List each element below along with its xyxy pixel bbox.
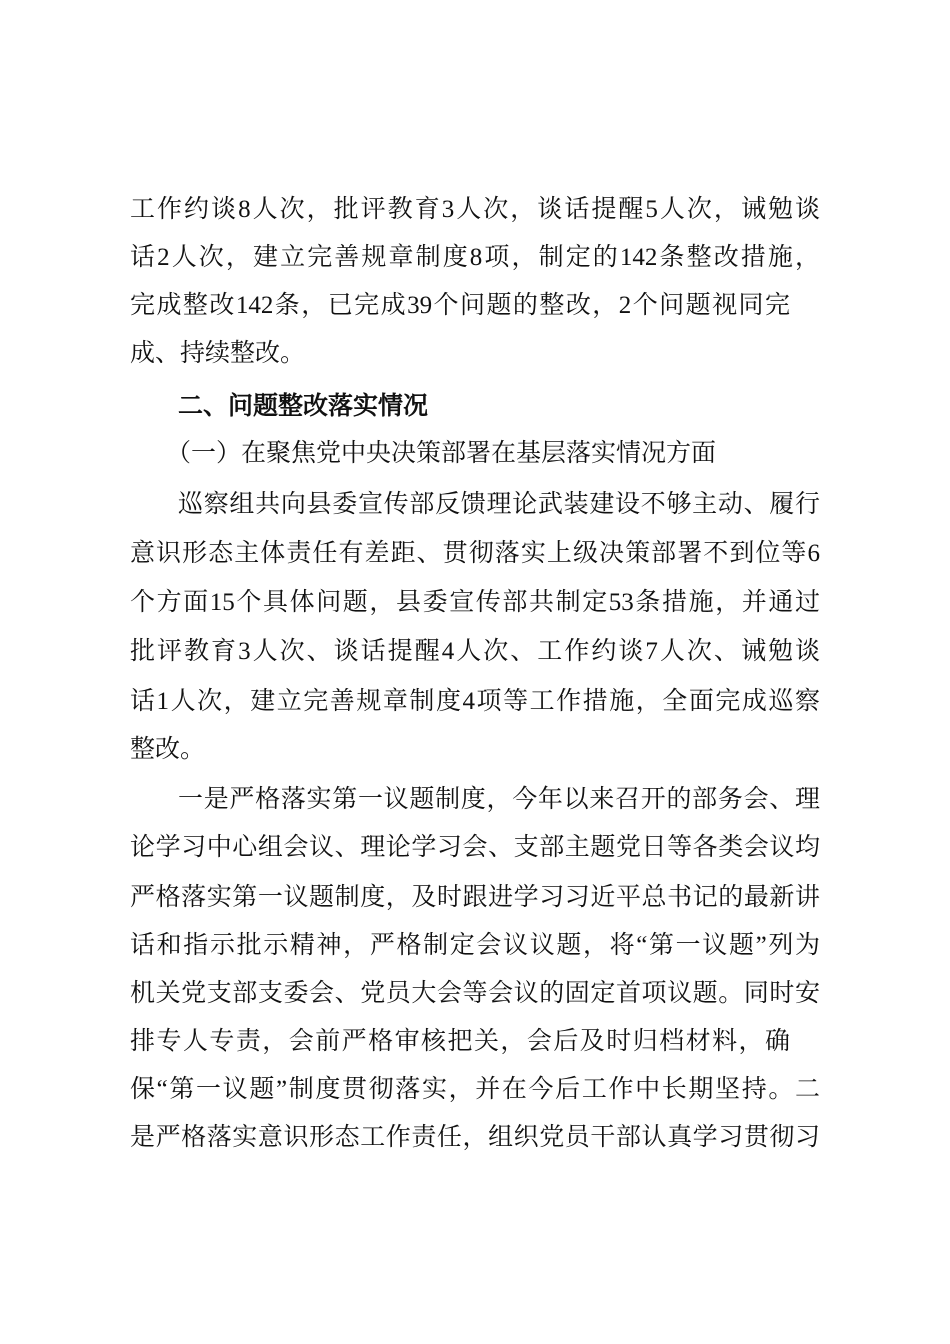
body-text-line: 个方面15个具体问题，县委宣传部共制定53条措施，并通过 <box>130 589 820 616</box>
body-text-line: 排专人专责，会前严格审核把关，会后及时归档材料，确 <box>130 1028 790 1055</box>
body-text-line: 成、持续整改。 <box>130 340 306 367</box>
body-text-line: 批评教育3人次、谈话提醒4人次、工作约谈7人次、诫勉谈 <box>130 638 820 665</box>
section-heading: 二、问题整改落实情况 <box>178 391 429 420</box>
body-text-line: 一是严格落实第一议题制度，今年以来召开的部务会、理 <box>178 786 820 813</box>
body-text-line: 意识形态主体责任有差距、贯彻落实上级决策部署不到位等6 <box>130 540 820 567</box>
body-text-line: 完成整改142条，已完成39个问题的整改，2个问题视同完 <box>130 292 790 319</box>
body-text-line: 话2人次，建立完善规章制度8项，制定的142条整改措施， <box>130 244 820 271</box>
body-text-line: 整改。 <box>130 736 206 763</box>
body-text-line: 话和指示批示精神，严格制定会议议题，将“第一议题”列为 <box>130 932 820 959</box>
body-text-line: 严格落实第一议题制度，及时跟进学习习近平总书记的最新讲 <box>130 884 820 911</box>
body-text-line: 话1人次，建立完善规章制度4项等工作措施，全面完成巡察 <box>130 688 820 715</box>
body-text-line: 是严格落实意识形态工作责任，组织党员干部认真学习贯彻习 <box>130 1124 820 1151</box>
body-text-line: 巡察组共向县委宣传部反馈理论武装建设不够主动、履行 <box>178 491 820 518</box>
body-text-line: 机关党支部支委会、党员大会等会议的固定首项议题。同时安 <box>130 980 820 1007</box>
subsection-heading: （一）在聚焦党中央决策部署在基层落实情况方面 <box>166 440 717 467</box>
body-text-line: 论学习中心组会议、理论学习会、支部主题党日等各类会议均 <box>130 834 820 861</box>
body-text-line: 工作约谈8人次，批评教育3人次，谈话提醒5人次，诫勉谈 <box>130 196 820 223</box>
body-text-line: 保“第一议题”制度贯彻落实，并在今后工作中长期坚持。二 <box>130 1076 820 1103</box>
